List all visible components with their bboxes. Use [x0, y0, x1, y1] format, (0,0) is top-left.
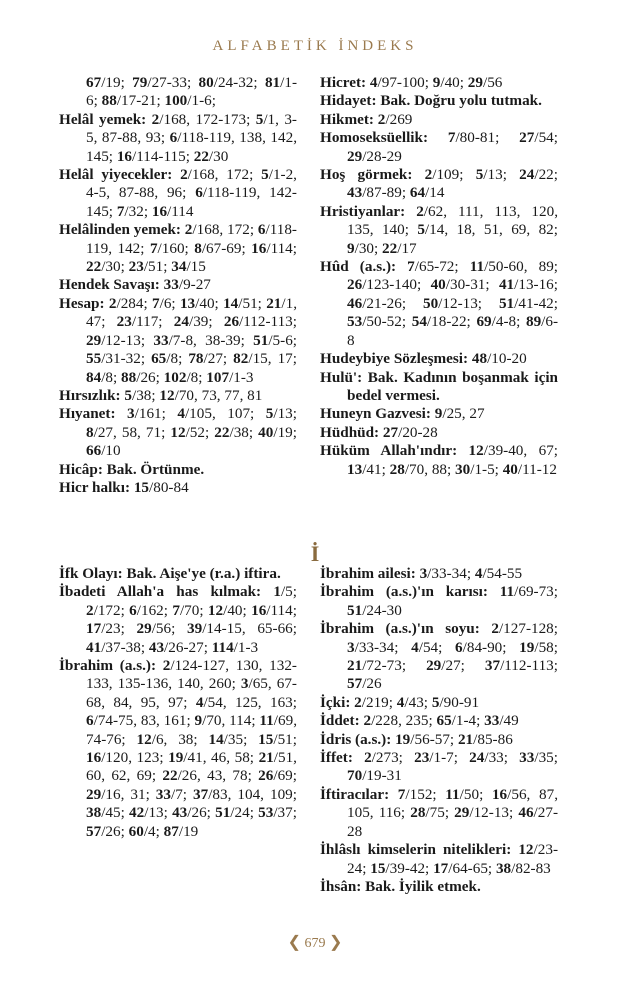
index-entry: Hıyanet: 3/161; 4/105, 107; 5/13; 8/27, 58, 71; 12/52; 22/38; 40/19; 66/10: [59, 405, 297, 460]
index-column-right-top: [320, 74, 558, 479]
ornament-right-icon: ❯: [329, 934, 343, 951]
index-entry: Hudeybiye Sözleşmesi: 48/10-20: [320, 350, 527, 368]
page-header: ALFABETİK İNDEKS: [212, 38, 418, 54]
index-column-left-top: [59, 74, 297, 497]
index-entry: Hendek Savaşı: 33/9-27: [59, 276, 211, 294]
index-entry: Hicr halkı: 15/80-84: [59, 478, 189, 496]
index-entry: Hikmet: 2/269: [320, 110, 413, 128]
index-entry: Hicret: 4/97-100; 9/40; 29/56: [320, 74, 503, 91]
index-entry: İftiracılar: 7/152; 11/50; 16/56, 87, 105, 116; 28/75; 29/12-13; 46/27-28: [320, 785, 558, 840]
index-entry: İbrahim (a.s.)'ın karısı: 11/69-73; 51/24-30: [320, 583, 558, 619]
index-entry: Hırsızlık: 5/38; 12/70, 73, 77, 81: [59, 386, 263, 404]
index-entry: İbrahim (a.s.): 2/124-127, 130, 132-133, 135-136, 140, 260; 3/65, 67-68, 84, 95, 97; 4/54, 125, 163; 6/74-75, 83, 161; 9/70, 114; 11/69, 74-76; 12/6, 38; 14/35; 15/51; 16/120, 123; 19/41, 46, 58; 21/51, 60, 62, 69; 22/26, 43, 78; 26/69; 29/16, 31; 33/7; 37/83, 104, 109; 38/45; 42/13; 43/26; 51/24; 53/37; 57/26; 60/4; 87/19: [59, 657, 297, 840]
index-entry: İdris (a.s.): 19/56-57; 21/85-86: [320, 730, 513, 748]
index-entry: İbrahim (a.s.)'ın soyu: 2/127-128; 3/33-34; 4/54; 6/84-90; 19/58; 21/72-73; 29/27; 37/112-113; 57/26: [320, 620, 558, 693]
index-entry: İffet: 2/273; 23/1-7; 24/33; 33/35; 70/19-31: [320, 749, 558, 785]
index-entry: İbadeti Allah'a has kılmak: 1/5; 2/172; 6/162; 7/70; 12/40; 16/114; 17/23; 29/56; 39/14-15, 65-66; 41/37-38; 43/26-27; 114/1-3: [59, 583, 297, 656]
index-entry: Hulü': Bak. Kadının boşanmak için bedel vermesi.: [320, 368, 558, 404]
index-entry: Huneyn Gazvesi: 9/25, 27: [320, 405, 485, 423]
index-entry: Hûd (a.s.): 7/65-72; 11/50-60, 89; 26/123-140; 40/30-31; 41/13-16; 46/21-26; 50/12-13; 51/41-42; 53/50-52; 54/18-22; 69/4-8; 89/6-8: [320, 258, 559, 349]
index-entry: İbrahim ailesi: 3/33-34; 4/54-55: [320, 565, 523, 582]
index-entry: Hesap: 2/284; 7/6; 13/40; 14/51; 21/1, 47; 23/117; 24/39; 26/112-113; 29/12-13; 33/7-8, 38-39; 51/5-6; 55/31-32; 65/8; 78/27; 82/15, 17; 84/8; 88/26; 102/8; 107/1-3: [59, 294, 298, 386]
index-entry: Hüküm Allah'ındır: 12/39-40, 67; 13/41; 28/70, 88; 30/1-5; 40/11-12: [320, 442, 559, 478]
index-entry: Helâlinden yemek: 2/168, 172; 6/118-119, 142; 7/160; 8/67-69; 16/114; 22/30; 23/51; 34/15: [59, 221, 298, 276]
index-entry: Hoş görmek: 2/109; 5/13; 24/22; 43/87-89; 64/14: [320, 166, 558, 202]
index-entry: Helâl yemek: 2/168, 172-173; 5/1, 3-5, 87-88, 93; 6/118-119, 138, 142, 145; 16/114-115; 22/30: [59, 110, 297, 165]
page-footer: [0, 932, 630, 952]
index-entry: 67/19; 79/27-33; 80/24-32; 81/1-6; 88/17-21; 100/1-6;: [86, 74, 297, 110]
index-column-left-bottom: [59, 565, 297, 841]
index-entry: İhsân: Bak. İyilik etmek.: [320, 877, 481, 895]
index-entry: Hristiyanlar: 2/62, 111, 113, 120, 135, 140; 5/14, 18, 51, 69, 82; 9/30; 22/17: [320, 202, 558, 257]
section-letter: İ: [310, 541, 320, 566]
index-entry: İfk Olayı: Bak. Aişe'ye (r.a.) iftira.: [59, 565, 281, 582]
index-entry: Hidayet: Bak. Doğru yolu tutmak.: [320, 92, 542, 110]
page-number: 679: [304, 936, 326, 951]
index-entry: İhlâslı kimselerin nitelikleri: 12/23-24; 15/39-42; 17/64-65; 38/82-83: [320, 841, 558, 877]
index-entry: Hüdhüd: 27/20-28: [320, 423, 438, 441]
index-column-right-bottom: [320, 565, 558, 896]
index-entry: İçki: 2/219; 4/43; 5/90-91: [320, 693, 480, 711]
index-entry: İddet: 2/228, 235; 65/1-4; 33/49: [320, 712, 519, 730]
index-entry: Hicâp: Bak. Örtünme.: [59, 460, 205, 478]
index-entry: Homoseksüellik: 7/80-81; 27/54; 29/28-29: [320, 129, 558, 165]
index-entry: Helâl yiyecekler: 2/168, 172; 5/1-2, 4-5, 87-88, 96; 6/118-119, 142-145; 7/32; 16/114: [59, 166, 297, 220]
ornament-left-icon: ❮: [287, 934, 301, 951]
